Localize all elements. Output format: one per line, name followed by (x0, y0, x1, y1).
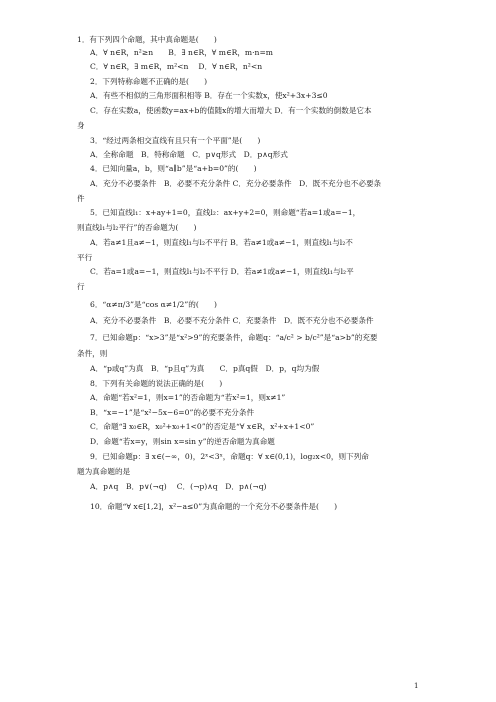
page-number: 1 (414, 682, 419, 690)
q5-option-cd: C．若a=1或a=−1，则直线l₁与l₂不平行 D．若a≠1或a≠−1，则直线l₁与l₂平 (90, 267, 354, 276)
q7-stem-cont: 条件，则 (77, 349, 108, 358)
q6-stem: 6．“α≠π/3”是“cos α≠1/2”的( ) (90, 300, 217, 309)
q2-options-ab: A．有些不相似的三角形面积相等 B．存在一个实数x，使x²+3x+3≤0 (90, 91, 328, 100)
q4-options-cont: 件 (77, 194, 85, 203)
q2-options-cont: 身 (77, 121, 85, 130)
q5-stem: 5．已知直线l₁：x+ay+1=0，直线l₂：ax+y+2=0，则命题“若a=1或a=−1， (90, 208, 361, 217)
q5-stem-cont: 则直线l₁与l₂平行”的否命题为( ) (77, 223, 197, 232)
q2-stem: 2．下列特称命题不正确的是( ) (90, 77, 208, 86)
q1-options-ab: A．∀ n∈R，n²≥n B．∃ n∈R，∀ m∈R，m·n=m (90, 48, 274, 57)
q5-option-ab-cont: 平行 (77, 253, 93, 262)
q5-option-cd-cont: 行 (77, 282, 85, 291)
q3-stem: 3．“经过两条相交直线有且只有一个平面”是( ) (90, 136, 261, 145)
q4-stem: 4．已知向量a，b，则“a∥b”是“a+b=0”的( ) (90, 164, 257, 173)
q1-stem: 1．有下列四个命题，其中真命题是( ) (77, 35, 217, 44)
q8-option-b: B．“x=−1”是“x²−5x−6=0”的必要不充分条件 (90, 408, 255, 417)
q3-options: A．全称命题 B．特称命题 C．p∨q形式 D．p∧q形式 (90, 150, 288, 159)
q8-option-c: C．命题“∃ x₀∈R，x₀²+x₀+1<0”的否定是“∀ x∈R，x²+x+1<0” (90, 422, 315, 431)
q5-option-ab: A．若a≠1且a≠−1，则直线l₁与l₂不平行 B．若a≠1或a≠−1，则直线l₁与l₂不 (90, 238, 353, 247)
q2-options-cd: C．存在实数a，使函数y=ax+b的值随x的增大而增大 D．有一个实数的倒数是它本 (90, 106, 372, 115)
q10-stem: 10．命题“∀ x∈[1,2]，x²−a≤0”为真命题的一个充分不必要条件是( ) (90, 502, 338, 511)
q1-options-cd: C．∀ n∈R，∃ m∈R，m²<n D．∀ n∈R，n²<n (90, 62, 263, 71)
q7-stem: 7．已知命题p：“x>3”是“x²>9”的充要条件，命题q：“a/c² > b/c²”是“a>b”的充要 (90, 333, 378, 342)
q8-stem: 8．下列有关命题的说法正确的是( ) (90, 379, 223, 388)
q8-option-a: A．命题“若x²=1，则x=1”的否命题为“若x²=1，则x≠1” (90, 393, 286, 402)
q6-options: A．充分不必要条件 B．必要不充分条件 C．充要条件 D．既不充分也不必要条件 (90, 316, 374, 325)
q9-options: A．p∧q B．p∨(¬q) C．(¬p)∧q D．p∧(¬q) (90, 482, 267, 491)
q9-stem-cont: 题为真命题的是 (77, 467, 131, 476)
q8-option-d: D．命题“若x=y，则sin x=sin y”的逆否命题为真命题 (90, 437, 275, 446)
q7-options: A．“p或q”为真 B．“p且q”为真 C．p真q假 D．p，q均为假 (90, 364, 320, 373)
q4-options: A．充分不必要条件 B．必要不充分条件 C．充分必要条件 D．既不充分也不必要条 (90, 179, 382, 188)
q9-stem: 9．已知命题p：∃ x∈(−∞，0)，2ˣ<3ˣ，命题q：∀ x∈(0,1)，log₂x<0，则下列命 (90, 452, 369, 461)
